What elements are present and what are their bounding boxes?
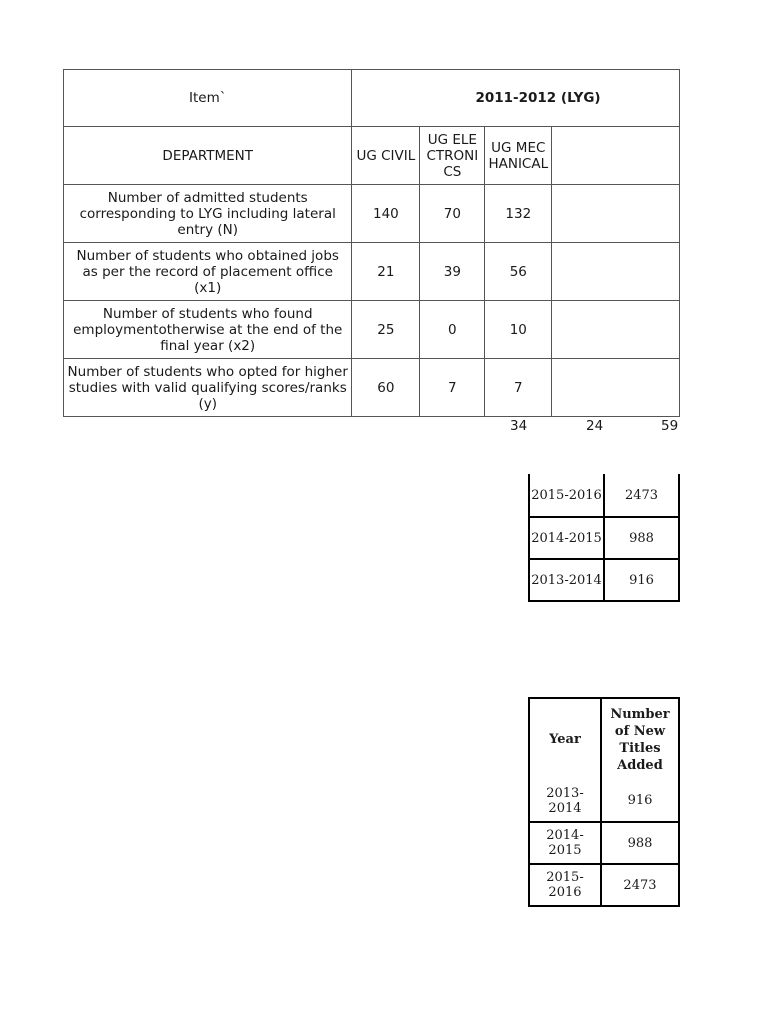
dept-extra (552, 127, 680, 185)
table-row (64, 301, 680, 359)
table-row (529, 780, 679, 822)
titles-table-descending (528, 474, 680, 602)
titles-table-ascending (528, 697, 680, 907)
year-cell: 2015-2016 (529, 864, 601, 906)
year-cell: 2014-2015 (529, 822, 601, 864)
table-row (529, 517, 679, 559)
year-cell: 2014-2015 (529, 517, 604, 559)
department-header: DEPARTMENT (64, 127, 352, 185)
total-ug-civil: 34 (510, 418, 528, 434)
cell-value: 7 (485, 359, 552, 417)
count-cell: 916 (604, 559, 679, 601)
count-header: Number of New Titles Added (601, 698, 679, 780)
row-label: Number of students who opted for higher studies with valid qualifying scores/ranks (y) (64, 359, 352, 417)
dept-ug-electronics: UG ELECTRONICS (420, 127, 485, 185)
table-row (64, 359, 680, 417)
cell-value: 70 (420, 185, 485, 243)
row-label: Number of admitted students corresponding to LYG including lateral entry (N) (64, 185, 352, 243)
cell-value: 56 (485, 243, 552, 301)
count-cell: 988 (601, 822, 679, 864)
row-label: Number of students who found employmentotherwise at the end of the final year (x2) (64, 301, 352, 359)
count-cell: 988 (604, 517, 679, 559)
count-cell: 2473 (601, 864, 679, 906)
total-ug-mechanical: 59 (661, 418, 679, 434)
count-cell: 2473 (604, 474, 679, 517)
cell-value: 7 (420, 359, 485, 417)
cell-value: 60 (352, 359, 420, 417)
table-row (64, 185, 680, 243)
year-cell: 2013-2014 (529, 559, 604, 601)
cell-value: 140 (352, 185, 420, 243)
year-header: 2011-2012 (LYG) (352, 70, 680, 127)
table-row (529, 559, 679, 601)
row-label: Number of students who obtained jobs as per the record of placement office (x1) (64, 243, 352, 301)
cell-value: 0 (420, 301, 485, 359)
year-header: Year (529, 698, 601, 780)
cell-value: 21 (352, 243, 420, 301)
table-row (529, 864, 679, 906)
dept-ug-mechanical: UG MECHANICAL (485, 127, 552, 185)
count-cell: 916 (601, 780, 679, 822)
table-row (64, 243, 680, 301)
year-cell: 2013-2014 (529, 780, 601, 822)
year-cell: 2015-2016 (529, 474, 604, 517)
cell-value: 39 (420, 243, 485, 301)
dept-ug-civil: UG CIVIL (352, 127, 420, 185)
table-row (529, 474, 679, 517)
cell-value: 25 (352, 301, 420, 359)
item-header: Item` (64, 70, 352, 127)
cell-value: 10 (485, 301, 552, 359)
placement-table (63, 69, 680, 417)
total-ug-electronics: 24 (586, 418, 604, 434)
cell-value: 132 (485, 185, 552, 243)
table-row (529, 822, 679, 864)
